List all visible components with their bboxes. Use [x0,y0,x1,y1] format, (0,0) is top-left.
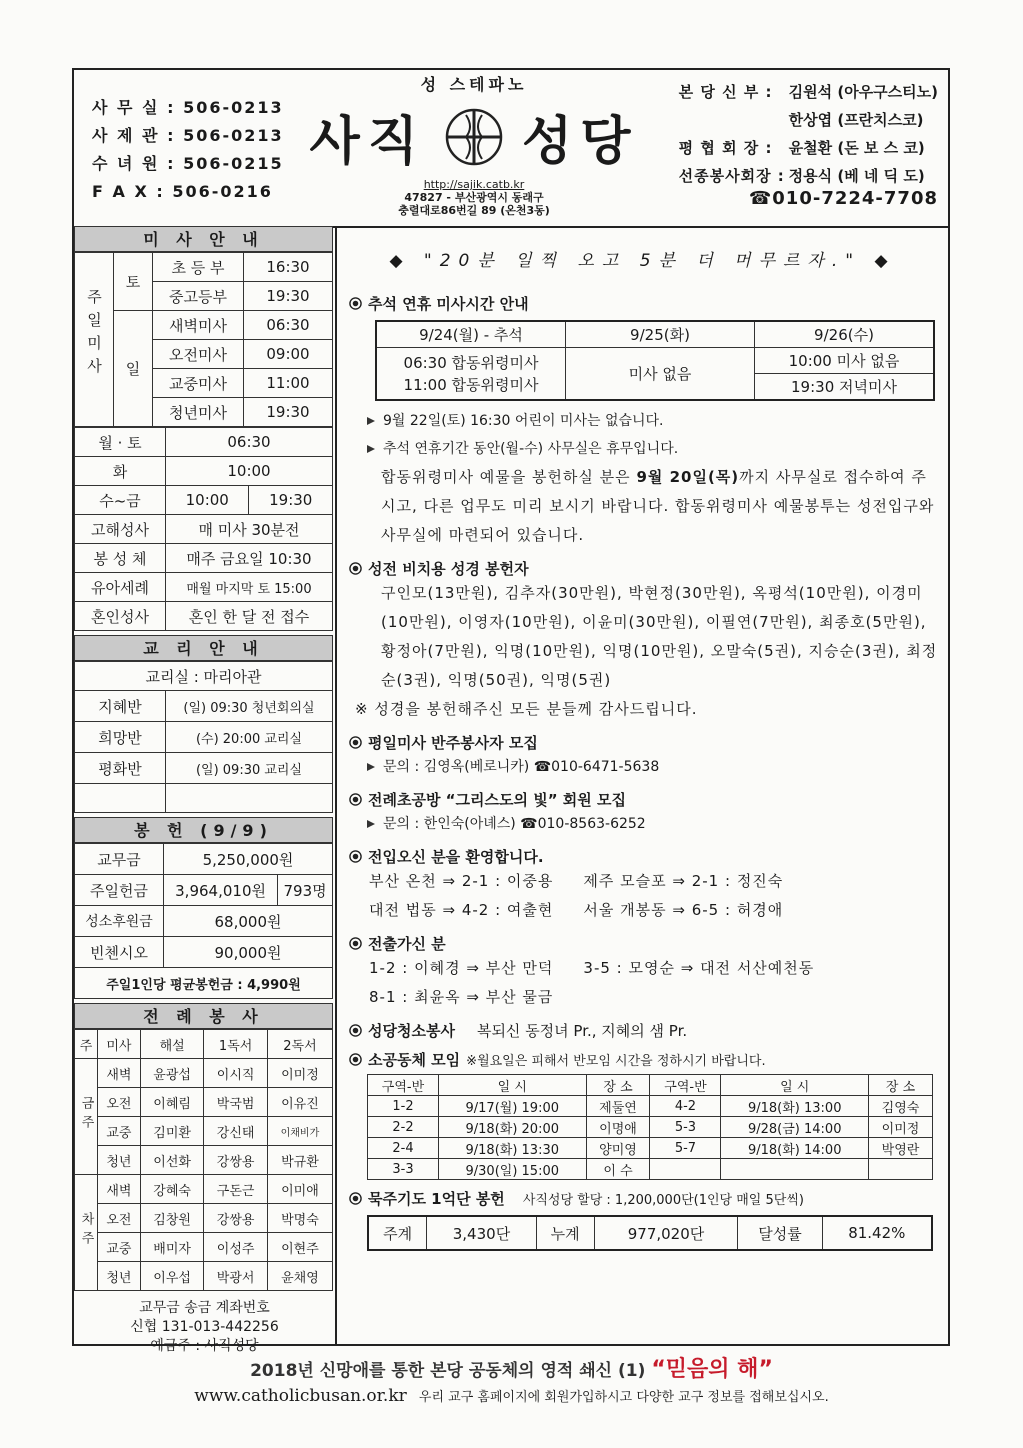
rosary-table [367,1215,933,1251]
table-row: 금주 새벽 윤광섭 이시직 이미정 [75,1059,333,1088]
footer-highlight: “믿음의 해” [651,1357,773,1382]
table-row: 월 · 토 06:30 [75,428,333,457]
table-row: 혼인성사 혼인 한 달 전 접수 [75,602,333,631]
header [74,70,948,228]
section-candle-workshop: 전례초공방 “그리스도의 빛” 회원 모집 [349,789,948,810]
section-chuseok: 추석 연휴 미사시간 안내 [349,293,948,314]
circle-bullet-icon [349,793,362,806]
church-name-right: 성당 [522,112,639,172]
table-row: 오전미사 09:00 [75,340,333,369]
section-rosary: 묵주기도 1억단 봉헌 사직성당 할당 : 1,200,000단(1인당 매일 5단씩) [349,1188,948,1209]
welcome-row: 부산 온천 ⇒ 2-1 : 이중용 제주 모슬포 ⇒ 2-1 : 정진숙 [369,872,784,890]
sunday-mass-label: 주일미사 [75,253,114,427]
table-row: 06:30 합동위령미사 11:00 합동위령미사 미사 없음 10:00 미사 없음 [376,348,934,374]
table-row: 청년 이선화 강쌍용 박규환 [75,1146,333,1175]
table-row [75,784,333,813]
section-weekday-accompanist: 평일미사 반주봉사자 모집 [349,732,948,753]
circle-bullet-icon [349,297,362,310]
table-row: 차주 새벽 강혜숙 구돈근 이미애 [75,1175,333,1204]
chuseok-table [375,320,935,401]
circle-bullet-icon [349,736,362,749]
table-row: 봉 성 체 매주 금요일 10:30 [75,544,333,573]
bible-thanks: ※ 성경을 봉헌해주신 모든 분들께 감사드립니다. [355,700,698,718]
circle-bullet-icon [349,850,362,863]
mass-guide-title: 미 사 안 내 [74,226,333,252]
address-line2: 충렬대로86번길 89 (온천3동) [398,204,550,217]
moveout-row: 8-1 : 최윤옥 ⇒ 부산 물금 [369,988,554,1006]
section-moveout: 전출가신 분 [349,933,948,954]
title-block [284,70,664,226]
cross-logo-icon [444,107,504,167]
contact-convent: 수 녀 원 : 506-0215 [92,154,284,173]
table-row: 교중 배미자 이성주 이현주 [75,1233,333,1262]
weekday-table [74,427,333,631]
table-row: 지혜반 (일) 09:30 청년회의실 [75,691,333,722]
section-welcome: 전입오신 분을 환영합니다. [349,846,948,867]
table-row: 주계 3,430단 누계 977,020단 달성률 81.42% [368,1216,932,1250]
moveout-row: 1-2 : 이혜경 ⇒ 부산 만덕 3-5 : 모영순 ⇒ 대전 서산예천동 [369,959,815,977]
table-row: 빈첸시오 90,000원 [75,937,333,968]
candle-contact: 문의 : 한인숙(아녜스) ☎010-8563-6252 [367,810,948,838]
table-row: 교무금 5,250,000원 [75,844,333,875]
arrow-icon [367,445,375,453]
table-row: 청년미사 19:30 [75,398,333,427]
section-small-community: 소공동체 모임 ※월요일은 피해서 반모임 시간을 정하시기 바랍니다. [349,1049,948,1070]
table-row: 일 새벽미사 06:30 [75,311,333,340]
liturgy-table [74,1029,333,1291]
circle-bullet-icon [349,1053,362,1066]
church-url[interactable]: http://sajik.catb.kr [423,178,525,191]
table-row: 청년 이우섭 박광서 윤채영 [75,1262,333,1291]
table-row: 주일미사 토 초 등 부 16:30 [75,253,333,282]
sun-label: 일 [114,311,153,427]
table-row: 2-4 9/18(화) 13:30 양미영 5-7 9/18(화) 14:00 박영란 [368,1138,933,1159]
diocese-url[interactable]: www.catholicbusan.or.kr [194,1386,407,1406]
address-line1: 47827 - 부산광역시 동래구 [404,191,544,204]
footer-website: www.catholicbusan.or.kr 우리 교구 홈페이지에 회원가입하시고 다양한 교구 정보를 접해보십시오. [194,1386,829,1406]
arrow-icon [367,820,375,828]
table-row: 성소후원금 68,000원 [75,906,333,937]
table-row: 1-2 9/17(월) 19:00 제둘연 4-2 9/18(화) 13:00 김영숙 [368,1096,933,1117]
circle-bullet-icon [349,562,362,575]
circle-bullet-icon [349,1024,362,1037]
notice-children-mass: 9월 22일(토) 16:30 어린이 미사는 없습니다. [367,407,948,435]
contact-office: 사 무 실 : 506-0213 [92,98,284,117]
bible-donors: 구인모(13만원), 김추자(30만원), 박현정(30만원), 옥평석(10만원), 이경미(10만원), 이영자(10만원), 이윤미(30만원), 이필연(7만원), 최종호(5만원), 황정아(7만원), 익명(10만원), 익명(10만원), 오말숙(5권), 지승순(3권), 최정순(3권), 익명(50권), 익명(5권) [381,584,938,689]
liturgy-title: 전 례 봉 사 [74,1003,333,1029]
table-row: 주 미사 해설 1독서 2독서 [75,1030,333,1059]
table-row: 주일1인당 평균봉헌금 : 4,990원 [75,968,333,999]
right-column [337,226,948,1344]
clergy-list [679,78,938,190]
contact-rectory: 사 제 관 : 506-0213 [92,126,284,145]
clergy-row: 한상엽 (프란치스코) [788,111,924,129]
table-row: 주일헌금 3,964,010원 793명 [75,875,333,906]
table-row: 3-3 9/30(일) 15:00 이 수 [368,1159,933,1180]
mass-schedule-table [74,252,333,427]
small-community-table [367,1074,933,1180]
weekday-contact: 문의 : 김영옥(베로니카) ☎010-6471-5638 [367,753,948,781]
notice-office-closed: 추석 연휴기간 동안(월-수) 사무실은 휴무입니다. [367,435,948,463]
clergy-row: 평 협 회 장 : 윤철환 (돈 보 스 코) [678,139,925,157]
church-name [284,99,664,174]
church-subtitle: 성 스테파노 [420,75,528,94]
bulletin-page [72,68,950,1354]
table-row: 희망반 (수) 20:00 교리실 [75,722,333,753]
contact-list [92,94,284,206]
left-column [74,226,337,1354]
sat-label: 토 [114,253,153,311]
table-row: 평화반 (일) 09:30 교리실 [75,753,333,784]
welcome-row: 대전 법동 ⇒ 4-2 : 여출현 서울 개봉동 ⇒ 6-5 : 허경애 [369,901,784,919]
clergy-row: 본 당 신 부 : 김원석 (아우구스티노) [678,83,938,101]
table-row: 중고등부 19:30 [75,282,333,311]
footer-theme: 2018년 신망애를 통한 본당 공동체의 영적 쇄신 (1) “믿음의 해” [250,1357,773,1382]
table-row: 구역-반 일 시 장 소 구역-반 일 시 장 소 [368,1075,933,1096]
offering-table [74,843,333,999]
arrow-icon [367,763,375,771]
circle-bullet-icon [349,937,362,950]
arrow-icon [367,417,375,425]
table-row: 고해성사 매 미사 30분전 [75,515,333,544]
table-row: 수~금 10:00 19:30 [75,486,333,515]
table-row: 교중 김미환 강신태 이채비가 [75,1117,333,1146]
table-row: 19:30 저녁미사 [376,374,934,401]
clergy-row: 선종봉사회장 : 정용식 (베 네 딕 도) [678,167,925,185]
table-row: 9/24(월) - 추석 9/25(화) 9/26(수) [376,321,934,348]
offering-title: 봉 헌 (9/9) [74,817,333,843]
table-row: 오전 김창원 강쌍용 박명숙 [75,1204,333,1233]
account-info: 교무금 송금 계좌번호 신협 131-013-442256 예금주 : 사직성당 [130,1300,279,1354]
section-bible: 성전 비치용 성경 봉헌자 [349,558,948,579]
doctrine-table [74,661,333,813]
section-cleaning: 성당청소봉사 복되신 동정녀 Pr., 지혜의 샘 Pr. [349,1020,948,1041]
contact-fax: F A X : 506-0216 [92,182,273,201]
contact-phone: ☎010-7224-7708 [748,188,938,209]
slogan: ◆ "20분 일찍 오고 5분 더 머무르자." ◆ [389,251,896,271]
notice-memorial-offering: 합동위령미사 예물을 봉헌하실 분은 9월 20일(목)까지 사무실로 접수하여 주시고, 다른 업무도 미리 보시기 바랍니다. 합동위령미사 예물봉투는 성전입구와 사무실에 마련되어 있습니다. [381,468,935,544]
doctrine-title: 교 리 안 내 [74,635,333,661]
table-row: 오전 이혜림 박국범 이유진 [75,1088,333,1117]
church-name-left: 사직 [309,112,426,172]
table-row: 화 10:00 [75,457,333,486]
circle-bullet-icon [349,1192,362,1205]
table-row: 교중미사 11:00 [75,369,333,398]
table-row: 교리실 : 마리아관 [75,662,333,691]
table-row: 2-2 9/18(화) 20:00 이명애 5-3 9/28(금) 14:00 이미정 [368,1117,933,1138]
table-row: 유아세례 매월 마지막 토 15:00 [75,573,333,602]
